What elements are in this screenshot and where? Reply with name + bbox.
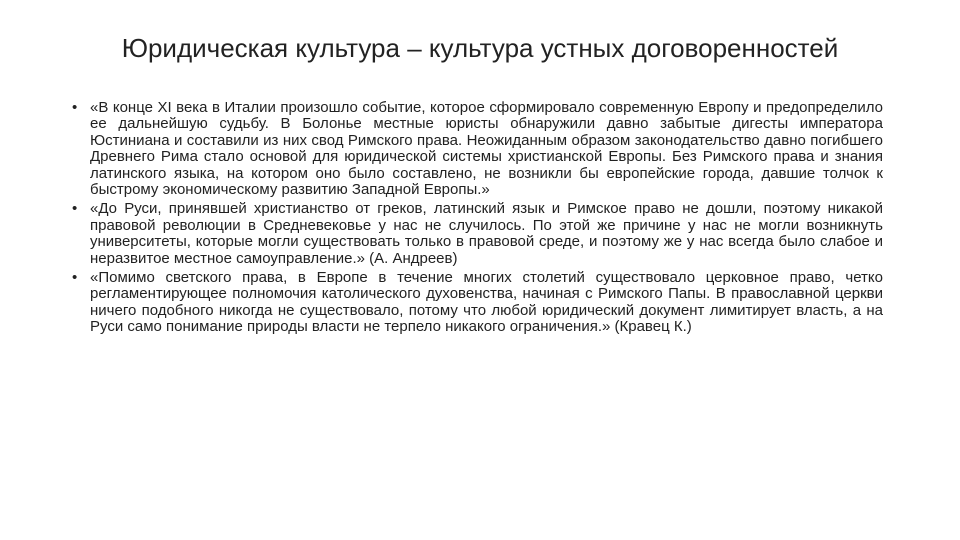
bullet-text: «В конце XI века в Италии произошло событие, которое сформировало современную Европу и предопределило ее дальнейшую судьбу. В Болонье местные юристы обнаружили давно забытые дигесты императора Юстиниана и составили из них свод Римского права. Неожиданным образом законодательство давно погибшего Древнего Рима стало основой для юридической системы христианской Европы. Без Римского права и знания латинского языка, на котором оно было составлено, не возникли бы европейские города, давшие толчок к быстрому экономическому развитию Западной Европы.» (90, 99, 883, 199)
bullet-item-2 (72, 201, 883, 267)
bullet-icon: • (72, 269, 78, 287)
bullet-list (72, 100, 883, 339)
bullet-icon: • (72, 99, 78, 116)
bullet-item-1 (72, 100, 883, 198)
bullet-text: «До Руси, принявшей христианство от греков, латинский язык и Римское право не дошли, поэтому никакой правовой революции в Средневековье у нас не случилось. По этой же причине у нас не могли возникнуть университеты, которые могли существовать только в правовой среде, и поэтому же у нас всегда было слабое и неразвитое местное самоуправление.» (А. Андреев) (90, 200, 883, 267)
slide-title: Юридическая культура – культура устных договоренностей (121, 33, 839, 63)
bullet-item-3 (72, 270, 883, 336)
bullet-text: «Помимо светского права, в Европе в течение многих столетий существовало церковное право, четко регламентирующее полномочия католического духовенства, начиная с Римского Папы. В православной церкви ничего подобного никогда не существовало, потому что любой юридический документ лимитирует власть, а на Руси само понимание природы власти не терпело никакого ограничения.» (Кравец К.) (90, 269, 883, 336)
bullet-icon: • (72, 200, 78, 218)
